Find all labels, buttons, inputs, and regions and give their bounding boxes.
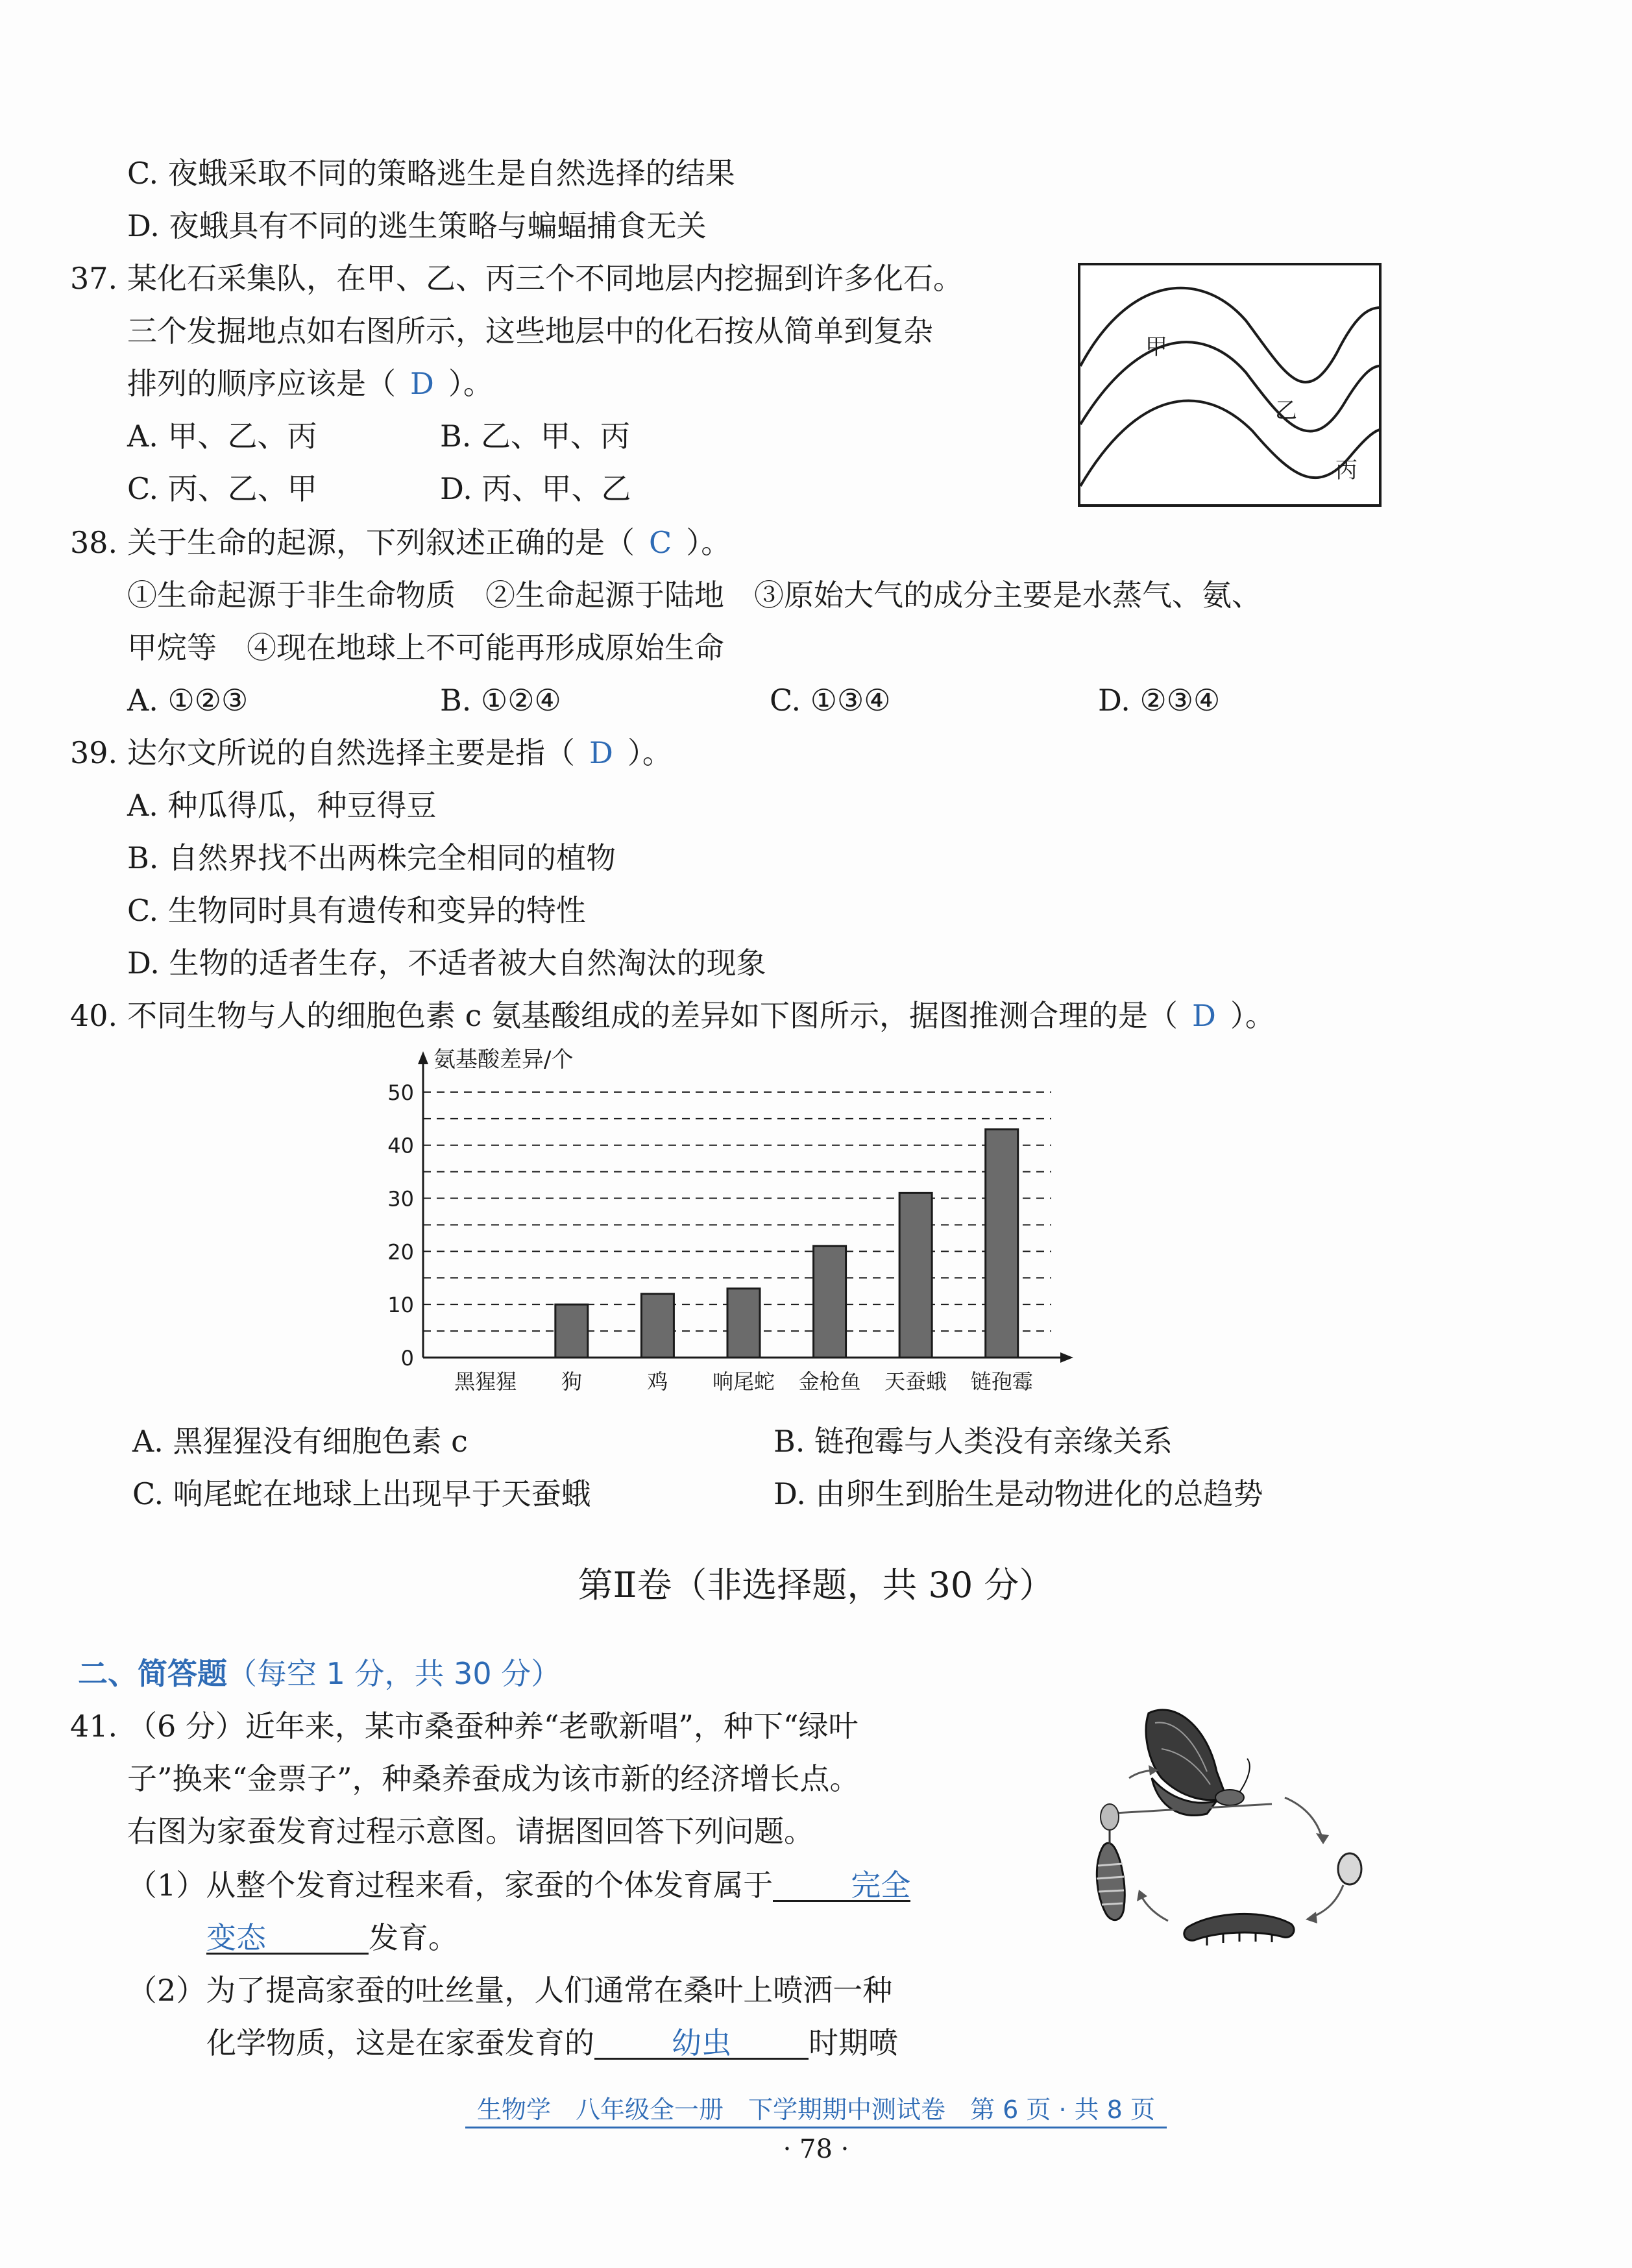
chart-x-tick-label: 金枪鱼 bbox=[798, 1369, 861, 1394]
chart-x-tick-label: 黑猩猩 bbox=[454, 1369, 517, 1394]
amino-acid-bar-chart bbox=[363, 1045, 1090, 1408]
q41-stem-line1: （6 分）近年来，某市桑蚕种养“老歌新唱”，种下“绿叶 bbox=[127, 1709, 859, 1744]
section-title: 二、简答题 bbox=[78, 1656, 227, 1691]
silkworm-life-cycle-figure bbox=[1077, 1700, 1376, 1973]
q37-option-d: D. 丙、甲、乙 bbox=[440, 471, 631, 506]
q37-option-b: B. 乙、甲、丙 bbox=[440, 419, 631, 454]
q41-sub1-line1: （1）从整个发育过程来看，家蚕的个体发育属于 完全 bbox=[127, 1868, 911, 1903]
chart-y-tick-label: 40 bbox=[387, 1133, 414, 1158]
q38-option-b: B. ①②④ bbox=[440, 683, 561, 718]
q41-answer-1a: 完全 bbox=[773, 1870, 910, 1902]
q37-option-c: C. 丙、乙、甲 bbox=[127, 471, 317, 506]
q38-option-d: D. ②③④ bbox=[1098, 683, 1221, 718]
q38-stem-line3: 甲烷等 ④现在地球上不可能再形成原始生命 bbox=[127, 630, 724, 665]
arrow-icon bbox=[1141, 1895, 1168, 1921]
section-note: （每空 1 分，共 30 分） bbox=[227, 1656, 561, 1691]
chart-y-tick-label: 50 bbox=[387, 1080, 414, 1105]
q38-option-c: C. ①③④ bbox=[770, 683, 891, 718]
q40-option-d: D. 由卵生到胎生是动物进化的总趋势 bbox=[773, 1476, 1263, 1511]
q39-option-c: C. 生物同时具有遗传和变异的特性 bbox=[127, 893, 586, 928]
stratum-label-yi: 乙 bbox=[1275, 398, 1297, 424]
section-header bbox=[78, 1656, 561, 1691]
pupa-icon bbox=[1097, 1804, 1125, 1920]
q41-sub2-line2: 化学物质，这是在家蚕发育的 幼虫 时期喷 bbox=[206, 2025, 898, 2060]
chart-x-tick-label: 响尾蛇 bbox=[712, 1369, 775, 1394]
chart-y-tick-label: 0 bbox=[400, 1346, 414, 1371]
q37-stem-line3: 排列的顺序应该是（ D ）。 bbox=[127, 366, 493, 401]
chart-bars bbox=[555, 1129, 1018, 1358]
q41-answer-1b: 变态 bbox=[206, 1923, 369, 1955]
arrow-head-icon bbox=[1306, 1912, 1317, 1923]
q40-answer: D bbox=[1192, 998, 1216, 1033]
chart-bar bbox=[727, 1289, 760, 1358]
chart-x-tick-label: 狗 bbox=[561, 1369, 582, 1394]
q39-option-d: D. 生物的适者生存，不适者被大自然淘汰的现象 bbox=[127, 945, 766, 981]
chart-y-tick-label: 20 bbox=[387, 1239, 414, 1265]
chart-bar bbox=[641, 1294, 674, 1358]
q41-stem-line3: 右图为家蚕发育过程示意图。请据图回答下列问题。 bbox=[127, 1814, 814, 1849]
arrow-head-icon bbox=[1137, 1890, 1147, 1901]
chart-bar bbox=[899, 1193, 932, 1358]
q39-option-b: B. 自然界找不出两株完全相同的植物 bbox=[127, 840, 616, 875]
strata-figure bbox=[1077, 262, 1382, 507]
chart-y-ticks bbox=[387, 1080, 414, 1371]
chart-x-labels bbox=[454, 1369, 1032, 1394]
stratum-label-bing: 丙 bbox=[1335, 457, 1358, 483]
q41-answer-2: 幼虫 bbox=[594, 2028, 809, 2060]
q40-option-c: C. 响尾蛇在地球上出现早于天蚕蛾 bbox=[132, 1476, 591, 1511]
moth-icon bbox=[1103, 1710, 1272, 1816]
page-number: · 78 · bbox=[783, 2134, 849, 2164]
q37-stem-line1: 某化石采集队，在甲、乙、丙三个不同地层内挖掘到许多化石。 bbox=[127, 261, 963, 296]
q37-number: 37. bbox=[70, 261, 118, 296]
footer-text: 生物学 八年级全一册 下学期期中测试卷 第 6 页 · 共 8 页 bbox=[465, 2095, 1167, 2128]
part2-title: 第Ⅱ卷（非选择题，共 30 分） bbox=[578, 1565, 1054, 1605]
q38-option-a: A. ①②③ bbox=[127, 683, 249, 718]
q39-answer: D bbox=[589, 735, 613, 770]
q37-option-a: A. 甲、乙、丙 bbox=[127, 419, 317, 454]
chart-y-tick-label: 30 bbox=[387, 1186, 414, 1212]
larva-icon bbox=[1184, 1914, 1294, 1945]
egg-icon bbox=[1338, 1853, 1361, 1884]
q38-number: 38. bbox=[70, 525, 118, 560]
chart-bar bbox=[986, 1129, 1018, 1358]
q41-sub1-line2: 变态 发育。 bbox=[206, 1920, 458, 1955]
q36-option-c: C. 夜蛾采取不同的策略逃生是自然选择的结果 bbox=[127, 156, 735, 191]
arrow-head-icon bbox=[1316, 1833, 1329, 1844]
chart-x-tick-label: 鸡 bbox=[647, 1369, 668, 1394]
stratum-label-jia: 甲 bbox=[1145, 334, 1167, 360]
q41-number: 41. bbox=[70, 1709, 118, 1744]
q40-number: 40. bbox=[70, 998, 118, 1033]
q40-option-a: A. 黑猩猩没有细胞色素 c bbox=[132, 1424, 468, 1459]
chart-y-label: 氨基酸差异/个 bbox=[433, 1047, 574, 1073]
chart-bar bbox=[555, 1304, 588, 1358]
q39-number: 39. bbox=[70, 735, 118, 770]
chart-x-tick-label: 天蚕蛾 bbox=[884, 1369, 947, 1394]
q38-answer: C bbox=[649, 525, 672, 560]
q39-option-a: A. 种瓜得瓜，种豆得豆 bbox=[127, 788, 437, 823]
chart-x-axis-arrow bbox=[1060, 1352, 1073, 1363]
q38-stem-line1: 关于生命的起源，下列叙述正确的是（ C ）。 bbox=[127, 525, 731, 560]
q40-option-b: B. 链孢霉与人类没有亲缘关系 bbox=[773, 1424, 1173, 1459]
chart-x-tick-label: 链孢霉 bbox=[970, 1369, 1033, 1394]
q37-answer: D bbox=[410, 366, 434, 401]
chart-y-tick-label: 10 bbox=[387, 1293, 414, 1318]
chart-y-axis-arrow bbox=[418, 1051, 428, 1064]
q37-stem-line2: 三个发掘地点如右图所示，这些地层中的化石按从简单到复杂 bbox=[127, 313, 933, 348]
q41-sub2-line1: （2）为了提高家蚕的吐丝量，人们通常在桑叶上喷洒一种 bbox=[127, 1973, 893, 2008]
q36-option-d: D. 夜蛾具有不同的逃生策略与蝙蝠捕食无关 bbox=[127, 208, 707, 243]
q41-stem-line2: 子”换来“金票子”，种桑养蚕成为该市新的经济增长点。 bbox=[127, 1761, 860, 1796]
chart-bar bbox=[814, 1246, 846, 1358]
footer-line bbox=[0, 2097, 1632, 2122]
q38-stem-line2: ①生命起源于非生命物质 ②生命起源于陆地 ③原始大气的成分主要是水蒸气、氨、 bbox=[127, 578, 1261, 613]
q39-stem: 达尔文所说的自然选择主要是指（ D ）。 bbox=[127, 735, 672, 770]
q40-stem: 不同生物与人的细胞色素 c 氨基酸组成的差异如下图所示，据图推测合理的是（ D ）。 bbox=[127, 998, 1275, 1033]
